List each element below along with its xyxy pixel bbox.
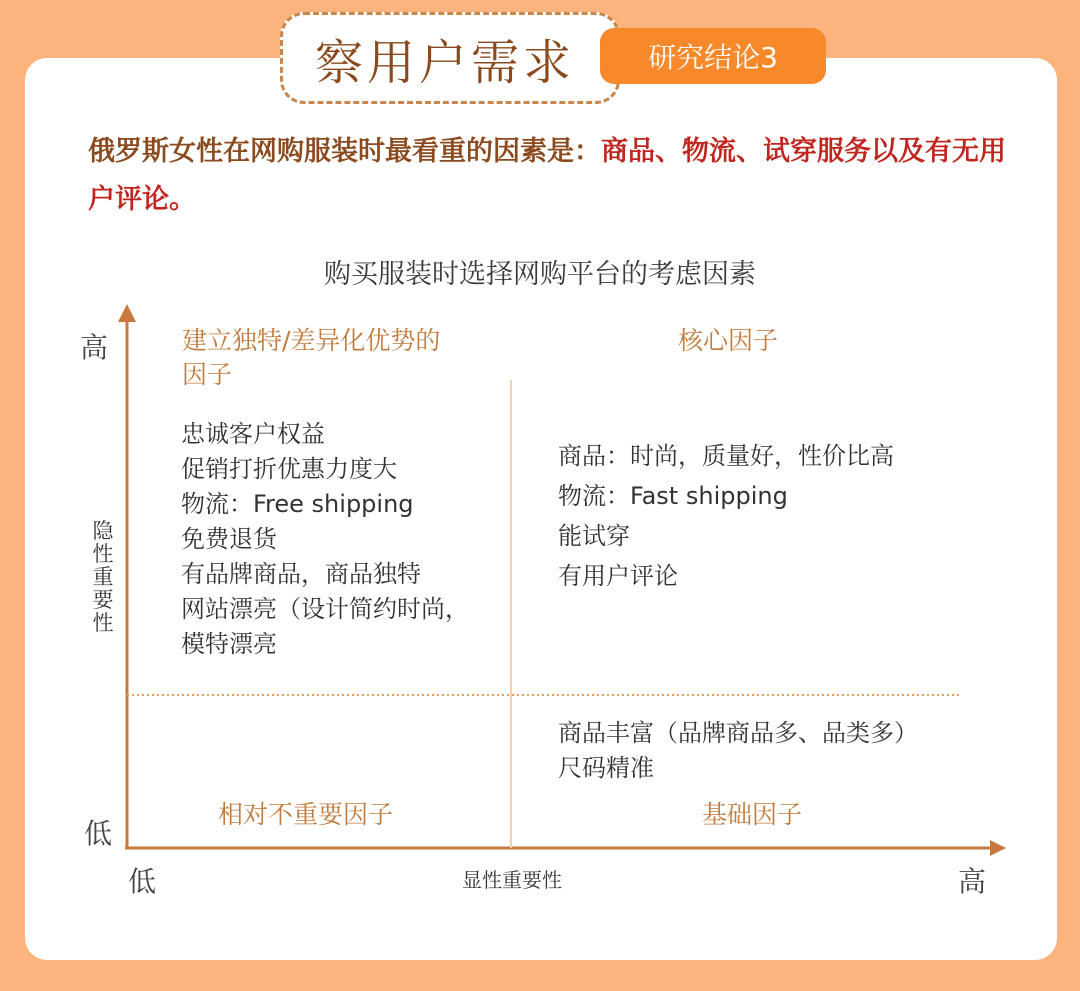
x-axis-high-label: 高	[958, 865, 987, 898]
chart-title: 购买服装时选择网购平台的考虑因素	[324, 259, 756, 290]
quadrant-item: 忠诚客户权益	[181, 420, 325, 448]
x-axis-label: 显性重要性	[462, 868, 562, 892]
quadrant-item: 有用户评论	[558, 562, 678, 590]
y-axis-arrow	[118, 304, 136, 322]
page-title: 察用户需求	[314, 34, 575, 91]
quadrant-top-left-items	[181, 417, 481, 662]
quadrant-item: 有品牌商品，商品独特	[181, 560, 421, 588]
x-axis-arrow	[990, 840, 1006, 856]
quadrant-bottom-right-title: 基础因子	[702, 800, 803, 829]
quadrant-item: 网站漂亮（设计简约时尚，模特漂亮	[181, 595, 469, 658]
y-axis-label: 隐性重要性	[92, 519, 114, 635]
quadrant-item: 尺码精准	[558, 754, 654, 782]
quadrant-item: 免费退货	[181, 525, 277, 553]
intro-prefix: 俄罗斯女性在网购服装时最看重的因素是：	[88, 136, 601, 167]
quadrant-top-right-title: 核心因子	[678, 326, 779, 355]
title-box	[280, 12, 620, 104]
quadrant-top-right-items	[558, 436, 958, 596]
quadrant-item: 物流：Free shipping	[181, 490, 414, 518]
y-axis-high-label: 高	[80, 331, 109, 364]
quadrant-item: 商品丰富（品牌商品多、品类多）	[558, 719, 918, 747]
quadrant-item: 能试穿	[558, 522, 630, 550]
quadrant-item: 物流：Fast shipping	[558, 482, 788, 510]
y-axis-low-label: 低	[84, 817, 113, 850]
quadrant-bottom-right-items	[558, 716, 978, 786]
quadrant-item: 商品：时尚，质量好，性价比高	[558, 442, 894, 470]
conclusion-badge: 研究结论3	[600, 28, 826, 84]
x-axis-low-label: 低	[128, 865, 157, 898]
intro-highlight: 商品、物流、试穿服务以及有无用户评论。	[88, 136, 1006, 215]
quadrant-item: 促销打折优惠力度大	[181, 455, 397, 483]
quadrant-top-left-title: 建立独特/差异化优势的因子	[182, 326, 441, 389]
quadrant-bottom-left-title: 相对不重要因子	[218, 800, 394, 829]
